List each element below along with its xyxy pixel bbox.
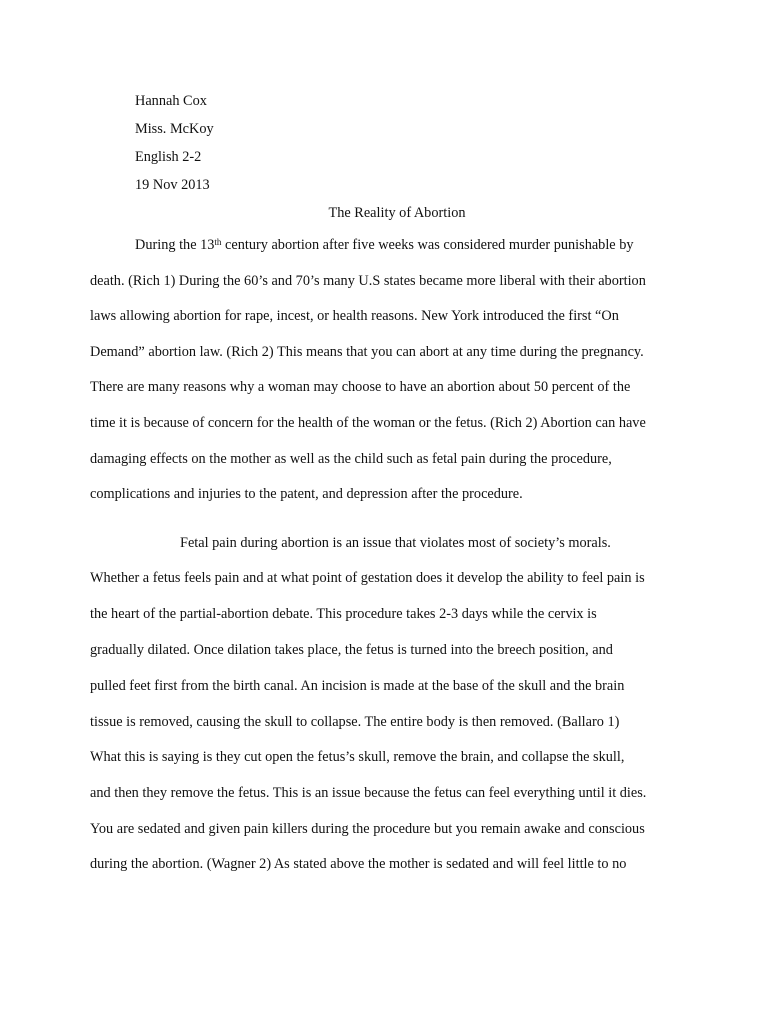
paragraph-2-line: Whether a fetus feels pain and at what point of gestation does it develop the ability to feel pain is (90, 570, 645, 586)
paragraph-1-line-1-post: century abortion after five weeks was considered murder punishable by (221, 237, 634, 253)
paragraph-2-line: tissue is removed, causing the skull to collapse. The entire body is then removed. (Ballaro 1) (90, 714, 620, 730)
essay-title: The Reality of Abortion (328, 205, 466, 221)
paragraph-2-line: and then they remove the fetus. This is an issue because the fetus can feel everything until it dies. (90, 785, 647, 801)
paragraph-1-line-1-pre: During the 13 (135, 237, 215, 253)
paragraph-2-line: What this is saying is they cut open the fetus’s skull, remove the brain, and collapse the skull, (90, 749, 625, 765)
paragraph-1-line-1 (135, 236, 634, 254)
paragraph-1-line: death. (Rich 1) During the 60’s and 70’s many U.S states became more liberal with their abortion (90, 273, 646, 289)
ordinal-superscript: th (214, 237, 222, 247)
paragraph-2-line: the heart of the partial-abortion debate. This procedure takes 2-3 days while the cervix is (90, 606, 597, 622)
paragraph-1-line: time it is because of concern for the health of the woman or the fetus. (Rich 2) Abortion can have (90, 415, 646, 431)
paragraph-2-line: gradually dilated. Once dilation takes place, the fetus is turned into the breech position, and (90, 642, 613, 658)
teacher-name: Miss. McKoy (135, 121, 214, 137)
paragraph-2-first-line: Fetal pain during abortion is an issue that violates most of society’s morals. (180, 535, 611, 551)
paragraph-2-line: during the abortion. (Wagner 2) As stated above the mother is sedated and will feel little to no (90, 856, 627, 872)
paragraph-1-line: Demand” abortion law. (Rich 2) This means that you can abort at any time during the pregnancy. (90, 344, 644, 360)
date: 19 Nov 2013 (135, 177, 210, 193)
paragraph-1-line: There are many reasons why a woman may choose to have an abortion about 50 percent of the (90, 379, 631, 395)
paragraph-1-line: complications and injuries to the patent, and depression after the procedure. (90, 486, 523, 502)
author-name: Hannah Cox (135, 93, 207, 109)
paragraph-1-line: laws allowing abortion for rape, incest, or health reasons. New York introduced the first “On (90, 308, 619, 324)
paragraph-2-line: You are sedated and given pain killers during the procedure but you remain awake and conscious (90, 821, 645, 837)
paragraph-1-line: damaging effects on the mother as well as the child such as fetal pain during the procedure, (90, 451, 612, 467)
course-name: English 2-2 (135, 149, 202, 165)
paragraph-2-line: pulled feet first from the birth canal. An incision is made at the base of the skull and the brain (90, 678, 625, 694)
